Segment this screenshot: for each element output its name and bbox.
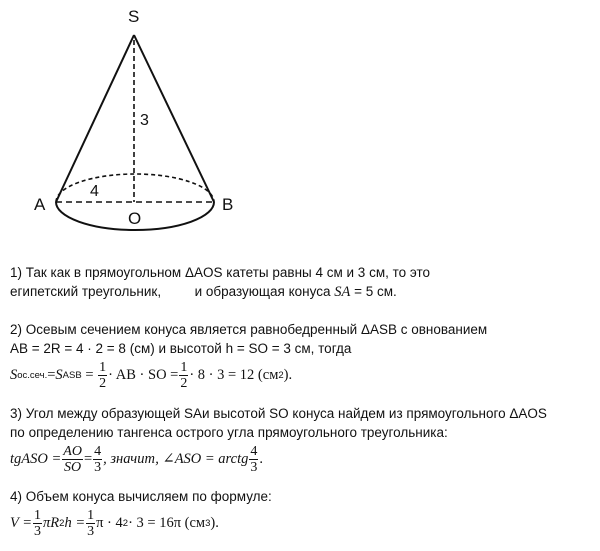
frac-den: SO bbox=[64, 459, 82, 475]
frac-num: 1 bbox=[87, 507, 95, 523]
step-4-sup-1: 2 bbox=[59, 517, 65, 529]
frac-num: AO bbox=[63, 443, 82, 459]
tg-label: tgASO = bbox=[10, 450, 62, 467]
frac-den: 3 bbox=[87, 523, 95, 539]
step-1-text-c: = 5 см. bbox=[350, 284, 397, 299]
frac-num: 1 bbox=[180, 359, 188, 375]
step-2-sup: 2 bbox=[278, 369, 284, 381]
step-4-sup-2: 2 bbox=[122, 517, 129, 529]
frac-num: 4 bbox=[250, 443, 258, 459]
cone-figure bbox=[0, 0, 600, 240]
frac-den: 3 bbox=[250, 459, 258, 475]
frac-den: 3 bbox=[34, 523, 42, 539]
apex-label: S bbox=[128, 7, 140, 26]
step-4-mid-1: πR bbox=[43, 514, 60, 531]
frac-num: 1 bbox=[99, 359, 107, 375]
step-2-end: ). bbox=[283, 366, 293, 383]
frac-num: 4 bbox=[94, 443, 102, 459]
frac-den: 3 bbox=[94, 459, 102, 475]
eq-sign: = bbox=[83, 450, 93, 467]
s-symbol-2: S bbox=[55, 366, 63, 383]
step-2-line-2: AB = 2R = 4 · 2 = 8 (см) и высотой h = SO = 3 см, тогда bbox=[10, 341, 352, 356]
eq-sign: = bbox=[47, 366, 56, 383]
fraction-4-3-b bbox=[249, 444, 258, 475]
base-back-arc bbox=[56, 174, 214, 202]
step-1-var-sa: SA bbox=[334, 284, 351, 300]
step-2-formula: S ос.сеч. = S ASB = $\frac{1}{2}$ · AB · SO = $\frac{1}{2}$ · 8 · 3 = 12 (см 2 ). bbox=[10, 359, 293, 391]
step-4-line-1: 4) Объем конуса вычисляем по формуле: bbox=[10, 489, 272, 504]
step-1 bbox=[10, 263, 595, 301]
fraction-ao-so bbox=[62, 444, 83, 475]
fraction-third-2 bbox=[86, 508, 95, 539]
step-3-end: . bbox=[259, 450, 264, 467]
step-2-tail: · 8 · 3 = 12 (см bbox=[189, 366, 279, 383]
step-4-formula bbox=[10, 506, 595, 540]
v-label: V = bbox=[10, 514, 33, 531]
fraction-third-1 bbox=[33, 508, 42, 539]
s-subscript: ос.сеч. bbox=[17, 369, 48, 381]
radius-label: 4 bbox=[90, 183, 99, 200]
step-3-line-1: 3) Угол между образующей SAи высотой SO конуса найдем из прямоугольного ΔAOS bbox=[10, 406, 547, 421]
s-symbol: S bbox=[10, 366, 18, 383]
frac-den: 2 bbox=[180, 375, 188, 391]
height-label: 3 bbox=[140, 112, 149, 129]
step-1-text-a: египетский треугольник, bbox=[10, 284, 162, 299]
step-1-text-b: и образующая конуса bbox=[194, 284, 331, 299]
fraction-half-2 bbox=[179, 360, 188, 391]
center-label: O bbox=[128, 209, 142, 228]
point-b-label: B bbox=[222, 195, 234, 214]
frac-den: 2 bbox=[99, 375, 107, 391]
point-a-label: A bbox=[34, 195, 46, 214]
step-4-mid-2: h = bbox=[64, 514, 86, 531]
step-4-sup-3: 3 bbox=[205, 517, 211, 529]
step-3-line-2: по определению тангенса острого угла прямоугольного треугольника: bbox=[10, 425, 448, 440]
step-4-mid-3: π · 4 bbox=[96, 514, 123, 531]
s-subscript-2: ASB bbox=[62, 369, 82, 381]
step-4-end: ). bbox=[210, 514, 219, 531]
step-1-line-2 bbox=[10, 282, 595, 301]
step-1-line-1: 1) Так как в прямоугольном ΔAOS катеты равны 4 см и 3 см, то это bbox=[10, 265, 431, 280]
fraction-half-1 bbox=[98, 360, 107, 391]
step-3-formula bbox=[10, 442, 595, 476]
step-2-mid: · AB · SO = bbox=[108, 366, 179, 383]
step-3-mid: , значит, ∠ASO = arctg bbox=[103, 450, 249, 467]
step-4-mid-4: · 3 = 16π (см bbox=[128, 514, 206, 531]
step-3 bbox=[10, 404, 595, 476]
fraction-4-3 bbox=[93, 444, 102, 475]
step-2 bbox=[10, 320, 595, 392]
step-2-line-1: 2) Осевым сечением конуса является равнобедренный ΔASB с овнованием bbox=[10, 322, 488, 337]
frac-num: 1 bbox=[34, 507, 42, 523]
step-4 bbox=[10, 487, 595, 540]
edge-SA bbox=[56, 35, 134, 202]
